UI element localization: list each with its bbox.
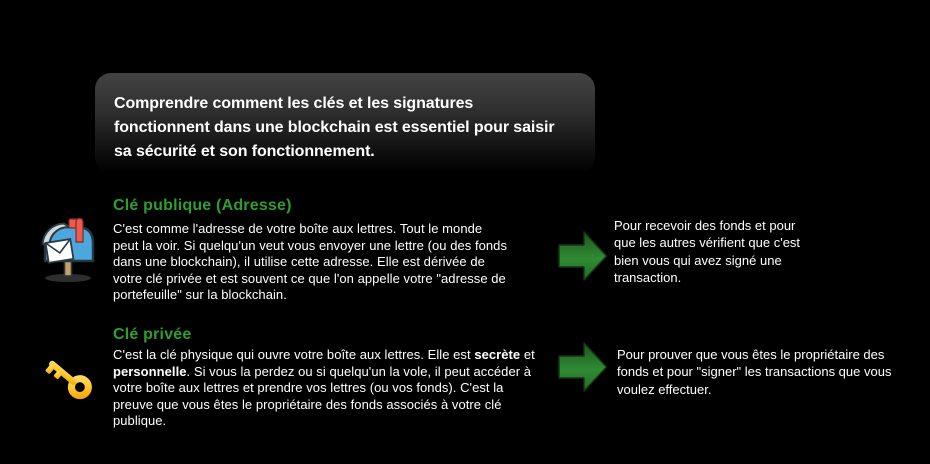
- intro-line: fonctionnent dans une blockchain est essentiel pour saisir: [114, 119, 555, 136]
- callout-line: Pour recevoir des fonds et pour: [614, 218, 796, 233]
- description-line: portefeuille" sur la blockchain.: [113, 287, 287, 303]
- callout-line: voulez effectuer.: [617, 381, 712, 397]
- key-icon: [37, 346, 101, 410]
- public-key-description: [113, 221, 507, 304]
- bold-word: personnelle: [113, 363, 187, 379]
- description-line: publique.: [113, 413, 167, 429]
- description-line: peut la voir. Si quelqu'un veut vous envoyer une lettre (ou des fonds: [113, 237, 508, 253]
- callout-line: fonds et pour "signer" les transactions que vous: [617, 364, 892, 380]
- callout-line: Pour prouver que vous êtes le propriétaire des: [617, 347, 885, 362]
- intro-line: Comprendre comment les clés et les signatures: [114, 95, 474, 112]
- right-arrow-icon: [558, 341, 608, 393]
- description-line: C'est comme l'adresse de votre boîte aux lettres. Tout le monde: [113, 221, 483, 236]
- mailbox-icon: [31, 214, 103, 286]
- description-line: dans une blockchain), il utilise cette adresse. Elle est dérivée de: [113, 254, 485, 270]
- intro-line: sa sécurité et son fonctionnement.: [114, 143, 375, 160]
- description-line: et: [520, 347, 535, 362]
- description-line: votre boîte aux lettres et prendre vos lettres (ou vos fonds). C'est la: [113, 380, 504, 396]
- right-arrow-icon: [558, 230, 608, 282]
- intro-text: [114, 92, 555, 164]
- description-line: . Si vous la perdez ou si quelqu'un la vole, il peut accéder à: [186, 363, 532, 379]
- bold-word: secrète: [474, 347, 521, 362]
- description-line: votre clé privée et est souvent ce que l'on appelle votre "adresse de: [113, 270, 506, 286]
- public-key-callout: [614, 217, 800, 287]
- public-key-heading: Clé publique (Adresse): [113, 197, 292, 214]
- callout-line: que les autres vérifient que c'est: [614, 235, 801, 251]
- description-line: preuve que vous êtes le propriétaire des fonds associés à votre clé: [113, 396, 502, 412]
- description-line: C'est la clé physique qui ouvre votre boîte aux lettres. Elle est: [113, 347, 475, 362]
- intro-card: [95, 73, 595, 173]
- callout-line: transaction.: [614, 270, 682, 286]
- private-key-callout: [617, 346, 891, 398]
- callout-line: bien vous qui avez signé une: [614, 252, 782, 268]
- private-key-description: [113, 347, 535, 430]
- private-key-heading: Clé privée: [113, 326, 192, 343]
